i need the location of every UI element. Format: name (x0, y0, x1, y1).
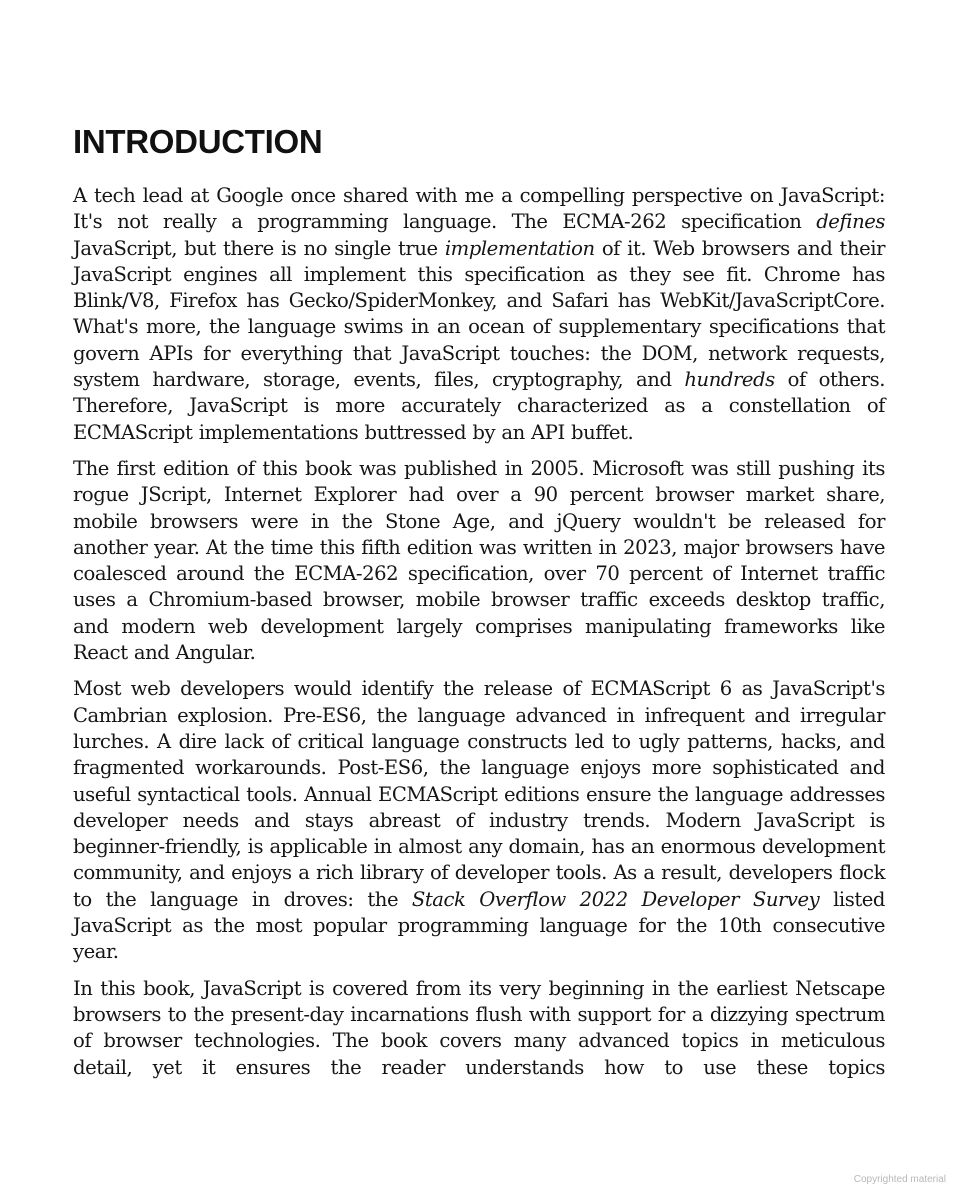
text-run: In this book, JavaScript is covered from its very beginning in the earliest Netscape browsers to the present-day incarnations flush with support for a dizzying spectrum of browser technologies. The book covers many advanced topics in meticulous detail, yet it ensures the reader understands how to use these topics (73, 976, 885, 1079)
paragraph (73, 676, 885, 965)
text-run: The first edition of this book was published in 2005. Microsoft was still pushing its rogue JScript, Internet Explorer had over a 90 percent browser market share, mobile browsers were in the Stone Age, and jQuery wouldn't be released for another year. At the time this fifth edition was written in 2023, major browsers have coalesced around the ECMA-262 specification, over 70 percent of Internet traffic uses a Chromium-based browser, mobile browser traffic exceeds desktop traffic, and modern web development largely comprises manipulating frameworks like React and Angular. (73, 456, 885, 665)
text-run: A tech lead at Google once shared with me a compelling perspective on JavaScript: It's not really a programming language. The ECMA-262 specification (73, 184, 885, 234)
emphasized-text: Stack Overflow 2022 Developer Survey (411, 887, 820, 911)
text-run: of it. Web browsers and their JavaScript engines all implement this specification as they see fit. Chrome has Blink/V8, Firefox has Gecko/SpiderMonkey, and Safari has WebKit/JavaScriptCore. What's more, the language swims in an ocean of supplementary specifications that govern APIs for everything that JavaScript touches: the DOM, network requests, system hardware, storage, events, files, cryptography, and (73, 236, 885, 392)
chapter-heading: INTRODUCTION (73, 123, 323, 160)
page-content (73, 118, 885, 1091)
text-run: of others. Therefore, JavaScript is more accurately characterized as a constellation of ECMAScript implementations buttressed by an API buffet. (73, 368, 885, 444)
emphasized-text: implementation (444, 236, 595, 260)
paragraph (73, 976, 885, 1081)
text-run: listed JavaScript as the most popular programming language for the 10th consecutive year. (73, 887, 886, 964)
paragraph (73, 456, 885, 666)
text-run: JavaScript, but there is no single true (73, 236, 445, 260)
paragraph (73, 183, 885, 446)
text-run: Most web developers would identify the release of ECMAScript 6 as JavaScript's Cambrian explosion. Pre-ES6, the language advanced in infrequent and irregular lurches. A dire lack of critical language constructs led to ugly patterns, hacks, and fragmented workarounds. Post-ES6, the language enjoys more sophisticated and useful syntactical tools. Annual ECMAScript editions ensure the language addresses developer needs and stays abreast of industry trends. Modern JavaScript is beginner-friendly, is applicable in almost any domain, has an enormous development community, and enjoys a rich library of developer tools. As a result, developers flock to the language in droves: the (73, 677, 885, 911)
emphasized-text: defines (816, 210, 885, 234)
emphasized-text: hundreds (684, 368, 775, 392)
copyright-watermark: Copyrighted material (853, 1174, 946, 1185)
